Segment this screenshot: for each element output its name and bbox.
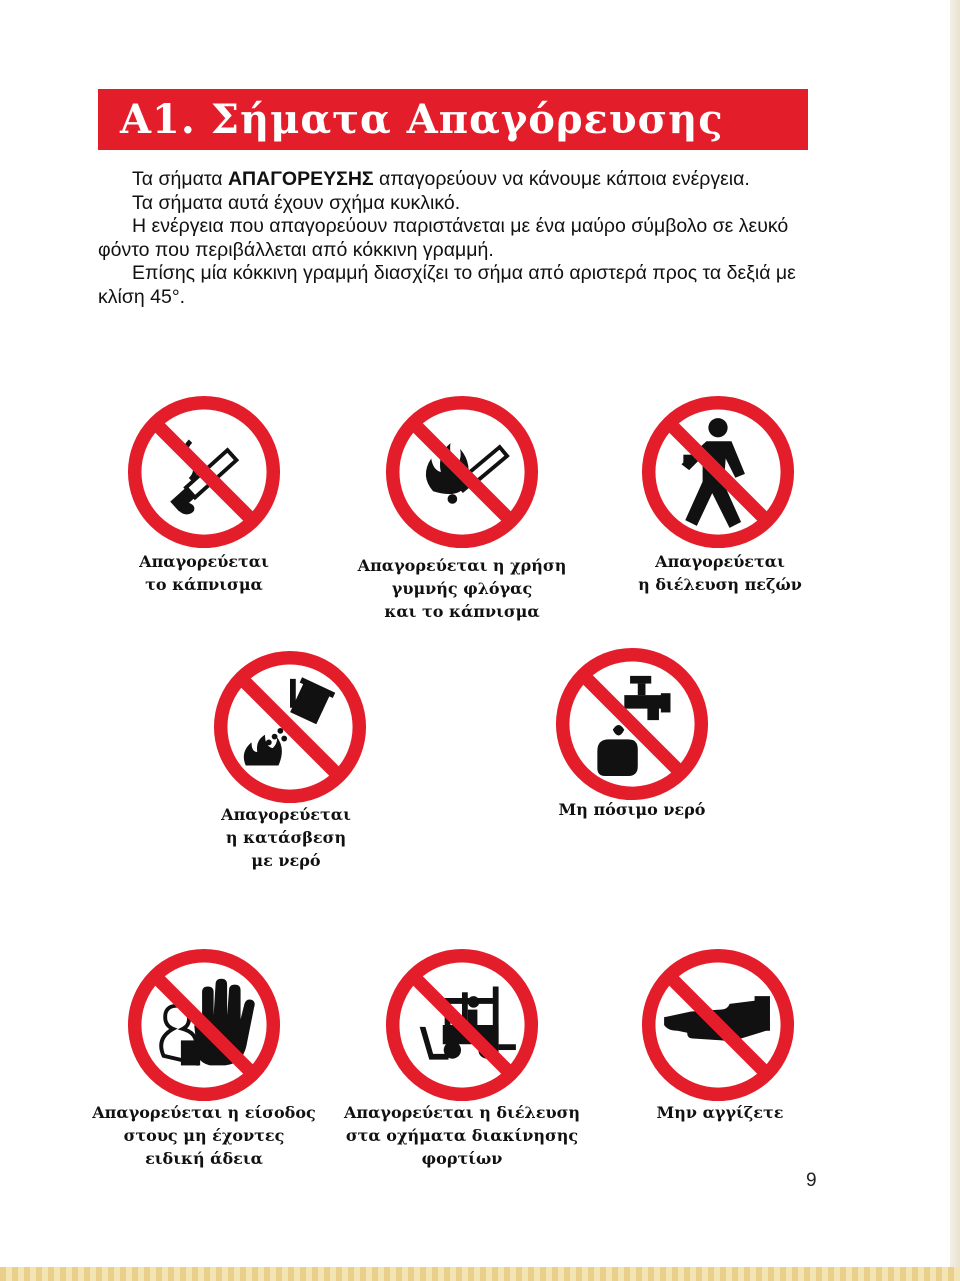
no-open-flame-icon xyxy=(385,395,539,549)
caption-no-water-extinguish xyxy=(186,803,386,872)
page-number: 9 xyxy=(806,1170,817,1191)
page-edge xyxy=(950,0,960,1281)
no-forklift-passage-icon xyxy=(385,948,539,1102)
intro-paragraph-4 xyxy=(98,262,810,309)
caption-line: Απαγορεύεται xyxy=(221,805,351,824)
caption-line: Απαγορεύεται xyxy=(655,552,785,571)
caption-line: στα οχήματα διακίνησης xyxy=(345,1126,579,1145)
caption-no-forklift-passage xyxy=(342,1101,582,1170)
caption-line: Απαγορεύεται η χρήση xyxy=(357,556,567,575)
caption-line: η διέλευση πεζών xyxy=(638,575,802,594)
not-drinking-water-icon xyxy=(555,647,709,801)
caption-line: γυμνής φλόγας xyxy=(391,579,533,598)
intro-paragraph-2 xyxy=(98,192,810,216)
caption-line: Απαγορεύεται η διέλευση xyxy=(343,1103,581,1122)
caption-no-unauthorized-entry xyxy=(92,1101,316,1170)
caption-not-drinking-water xyxy=(532,798,732,821)
intro-p1-bold: ΑΠΑΓΟΡΕΥΣΗΣ xyxy=(227,168,374,190)
caption-line: το κάπνισμα xyxy=(145,575,263,594)
no-pedestrians-icon xyxy=(641,395,795,549)
caption-line: Μην αγγίζετε xyxy=(656,1103,784,1122)
caption-line: Απαγορεύεται η είσοδος xyxy=(92,1103,316,1122)
caption-no-smoking xyxy=(104,550,304,596)
caption-do-not-touch xyxy=(620,1101,820,1124)
intro-p1-suffix: απαγορεύουν να κάνουμε κάποια ενέργεια. xyxy=(373,168,750,190)
caption-no-pedestrians xyxy=(610,550,830,596)
no-water-extinguish-icon xyxy=(213,650,367,804)
caption-line: με νερό xyxy=(251,851,321,870)
intro-p3-text: Η ενέργεια που απαγορεύουν παριστάνεται με ένα μαύρο σύμβολο σε λευκό φόντο που περιβάλλεται από κόκκινη γραμμή. xyxy=(98,215,789,261)
intro-p4-text: Επίσης μία κόκκινη γραμμή διασχίζει το σήμα από αριστερά προς τα δεξιά με κλίση 45°. xyxy=(98,262,796,308)
caption-line: στους μη έχοντες xyxy=(123,1126,285,1145)
caption-line: η κατάσβεση xyxy=(225,828,347,847)
intro-paragraph-3 xyxy=(98,215,810,262)
section-title-bar xyxy=(98,89,808,150)
intro-text xyxy=(98,168,810,310)
caption-line: φορτίων xyxy=(421,1149,503,1168)
intro-paragraph-1 xyxy=(98,168,810,192)
intro-p2-text: Τα σήματα αυτά έχουν σχήμα κυκλικό. xyxy=(132,191,461,214)
do-not-touch-icon xyxy=(641,948,795,1102)
caption-line: ειδική άδεια xyxy=(145,1149,263,1168)
intro-p1-prefix: Τα σήματα xyxy=(132,168,228,190)
caption-line: και το κάπνισμα xyxy=(384,602,540,621)
no-smoking-icon xyxy=(127,395,281,549)
section-title: A1. Σήματα Απαγόρευσης xyxy=(120,96,724,143)
no-unauthorized-entry-icon xyxy=(127,948,281,1102)
caption-line: Απαγορεύεται xyxy=(139,552,269,571)
caption-line: Μη πόσιμο νερό xyxy=(558,800,706,819)
bottom-decorative-strip xyxy=(0,1267,960,1281)
caption-no-open-flame xyxy=(350,554,574,623)
